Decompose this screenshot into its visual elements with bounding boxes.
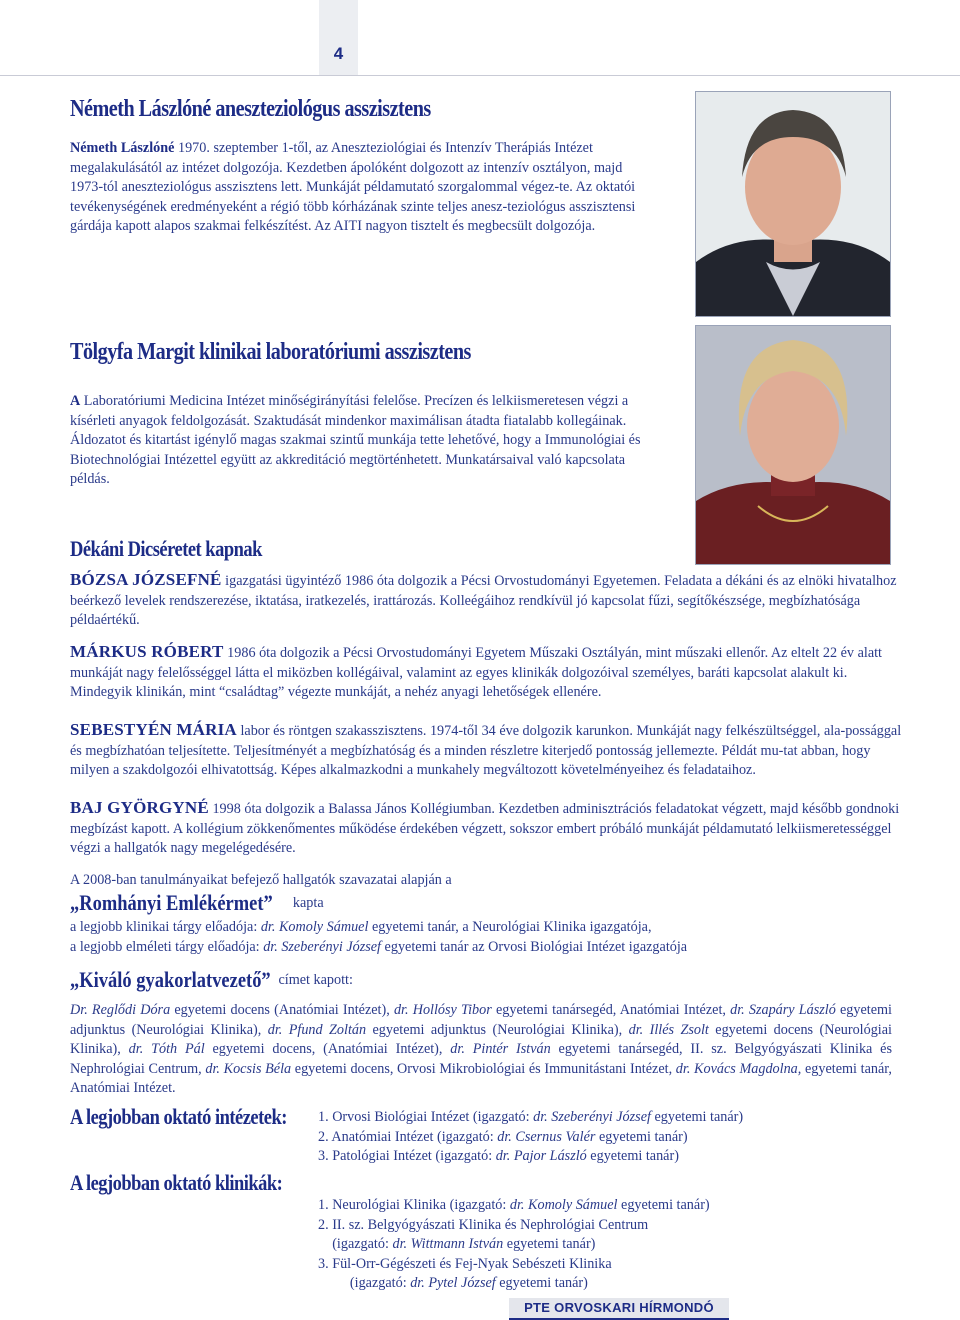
clinics-title: A legjobban oktató klinikák: xyxy=(70,1170,283,1195)
section1-title: Németh Lászlóné aneszteziológus asszisztens xyxy=(70,96,431,122)
person-text-3: labor és röntgen szakasszisztens. 1974-től 34 éve dolgozik karunkon. Munkáját nagy felkészültséggel, ala-possággal és megbízhatóan teljesítette. Teljesítményét a megbízhatóság és a minden részletre kiterjedő pontosság jellemezte. Példát mu-tat abban, hogy milyen a szakdolgozói elhivatottság. Képes alkalmazkodni a munkahely megváltozott követelményeihez és feladataihoz. xyxy=(70,723,902,778)
award-practice-suffix: címet kapott: xyxy=(274,972,353,988)
award-romhanyi xyxy=(70,889,900,917)
clinic-item: 1. Neurológiai Klinika (igazgató: dr. Komoly Sámuel egyetemi tanár) xyxy=(318,1197,710,1213)
portrait-photo-1 xyxy=(695,91,891,317)
portrait-photo-2-image xyxy=(696,326,890,564)
publication-footer: PTE ORVOSKARI HÍRMONDÓ xyxy=(509,1298,729,1318)
section1-body xyxy=(70,139,658,237)
person-name-2: MÁRKUS RÓBERT xyxy=(70,642,224,661)
section2-body xyxy=(70,392,650,490)
leader-name: dr. Hollósy Tibor xyxy=(393,1002,492,1018)
leader-name: dr. Pintér István xyxy=(450,1041,551,1057)
award-practice xyxy=(70,966,900,994)
leader-name: dr. Illés Zsolt xyxy=(628,1021,709,1038)
person-name-1: BÓZSA JÓZSEFNÉ xyxy=(70,570,222,589)
lecturer-name-2: dr. Szeberényi József xyxy=(263,939,381,955)
leader-name: Dr. Reglődi Dóra xyxy=(70,1002,171,1018)
section2-lead: A xyxy=(70,393,81,409)
person-entry-1 xyxy=(70,570,900,631)
leader-name: dr. Tóth Pál xyxy=(128,1041,205,1057)
clinic-item: 3. Fül-Orr-Gégészeti és Fej-Nyak Sebészeti Klinika xyxy=(318,1255,612,1272)
leader-name: dr. Pfund Zoltán xyxy=(267,1021,367,1038)
person-text-1: igazgatási ügyintéző 1986 óta dolgozik a Pécsi Orvostudományi Egyetemen. Feladata a dékáni és az elnöki hivatalhoz beérkező levelek rendszerezése, iktatása, iratkezelés, irattározás. Kolleégáihoz rendkívül jó kapcsolat fűzi, segítőkészsége, megbízhatósága példaértékű. xyxy=(70,573,897,628)
institutes-title: A legjobban oktató intézetek: xyxy=(70,1104,287,1129)
person-entry-4 xyxy=(70,798,900,859)
clinic-item: (igazgató: dr. Pytel József egyetemi tanár) xyxy=(318,1275,588,1291)
person-name-3: SEBESTYÉN MÁRIA xyxy=(70,720,237,739)
section2-text: Laboratóriumi Medicina Intézet minőségirányítási felelőse. Precízen és lelkiismeretesen végzi a kísérleti anyagok feldolgozását. Szaktudását mindenkor maximálisan átadta fiatalabb kollegáinak. Áldozatot és kitartást igénylő magas szakmai szintű munkája tette lehetővé, hogy a Immunológiai és Biotechnológiai Intézettel együtt az akkreditáció megtörténhetett. Munkatársaival való kapcsolata példás. xyxy=(70,393,641,487)
person-text-4: 1998 óta dolgozik a Balassa János Kollégiumban. Kezdetben adminisztrációs feladatokat végzett, majd később gondnoki megbízást kapott. A kollégium zökkenőmentes működése érdekében végzett, sokszor embert próbáló munkáját példamutató lelkiismeretességgel végzi a hallgatók nagy megelégedésére. xyxy=(70,801,900,856)
section3-title: Dékáni Dicséretet kapnak xyxy=(70,536,262,561)
person-name-4: BAJ GYÖRGYNÉ xyxy=(70,798,209,817)
leader-name: dr. Szapáry László xyxy=(730,1002,836,1018)
person-text-2: 1986 óta dolgozik a Pécsi Orvostudományi Egyetem Műszaki Osztályán, mint műszaki ellenőr. Az eltelt 22 év alatt munkáját nagy felelősséggel látta el miközben kollégáival, valamint az egyes klinikák dolgozóival személyes, baráti kapcsolat alakult ki. Mindegyik klinikán, mint “családtag” végezte munkáját, a nehéz anyagi lehetőségek ellenére. xyxy=(70,645,882,700)
award-practice-title: „Kiváló gyakorlatvezető” xyxy=(70,967,271,992)
institutes-list xyxy=(318,1108,743,1167)
portrait-photo-2 xyxy=(695,325,891,565)
leader-name: dr. Kovács Magdolna, xyxy=(675,1060,802,1077)
students-intro: A 2008-ban tanulmányaikat befejező hallgatók szavazatai alapján a xyxy=(70,872,452,888)
section1-lead: Németh Lászlóné xyxy=(70,140,175,156)
section1-text: 1970. szeptember 1-től, az Aneszteziológiai és Intenzív Therápiás Intézet megalakulásától az intézet dolgozója. Kezdetben ápolóként dolgozott az intenzív osztályon, majd 1973-tól aneszteziológus asszisztens lett. Munkáját példamutató szorgalommal végez-te. Az oktatói tevékenységének eredményeként a régió több kórházának szinte teljes anesz-teziológus asszisztensi gárdája kapott alapos szakmai felkészítést. Az AITI nagyon tisztelt és megbecsült dolgozója. xyxy=(70,140,636,234)
page-number: 4 xyxy=(333,44,344,63)
section2-title: Tölgyfa Margit klinikai laboratóriumi asszisztens xyxy=(70,339,471,365)
clinics-list xyxy=(318,1196,710,1294)
lecturer-name-1: dr. Komoly Sámuel xyxy=(260,919,369,935)
clinic-item: 2. II. sz. Belgyógyászati Klinika és Nephrológiai Centrum xyxy=(318,1216,649,1233)
header-rule xyxy=(0,75,960,76)
lecture-award-line-1: a legjobb klinikai tárgy előadója: dr. Komoly Sámuel egyetemi tanár, a Neurológiai Klinika igazgatója, xyxy=(70,919,652,935)
practice-leaders-list: Dr. Reglődi Dóra egyetemi docens (Anatómiai Intézet), dr. Hollósy Tibor egyetemi tanársegéd, Anatómiai Intézet, dr. Szapáry László egyetemi adjunktus (Neurológiai Klinika), dr. Pfund Zoltán egyetemi adjunktus (Neurológiai Klinika), dr. Illés Zsolt egyetemi docens (Neurológiai Klinika), dr. Tóth Pál egyetemi docens, (Anatómiai Intézet), dr. Pintér István egyetemi tanársegéd, II. sz. Belgyógyászati Klinika és Nephrológiai Centrum, dr. Kocsis Béla egyetemi docens, Orvosi Mikrobiológiai és Immunitástani Intézet, dr. Kovács Magdolna, egyetemi tanár, Anatómiai Intézet. xyxy=(70,1002,893,1096)
portrait-photo-1-image xyxy=(696,92,890,316)
award-romhanyi-title: „Romhányi Emlékérmet” xyxy=(70,890,273,915)
institute-item: 2. Anatómiai Intézet (igazgató: dr. Csernus Valér egyetemi tanár) xyxy=(318,1128,688,1145)
institute-item: 1. Orvosi Biológiai Intézet (igazgató: dr. Szeberényi József egyetemi tanár) xyxy=(318,1109,744,1125)
lecture-award-line-2: a legjobb elméleti tárgy előadója: dr. Szeberényi József egyetemi tanár az Orvosi Biológiai Intézet igazgatója xyxy=(70,939,688,955)
person-entry-3 xyxy=(70,720,902,781)
award-romhanyi-suffix: kapta xyxy=(289,895,324,911)
leader-name: dr. Kocsis Béla xyxy=(205,1060,292,1077)
institute-item: 3. Patológiai Intézet (igazgató: dr. Pajor László egyetemi tanár) xyxy=(318,1148,679,1164)
person-entry-2 xyxy=(70,642,900,703)
clinic-item: (igazgató: dr. Wittmann István egyetemi tanár) xyxy=(318,1236,596,1252)
